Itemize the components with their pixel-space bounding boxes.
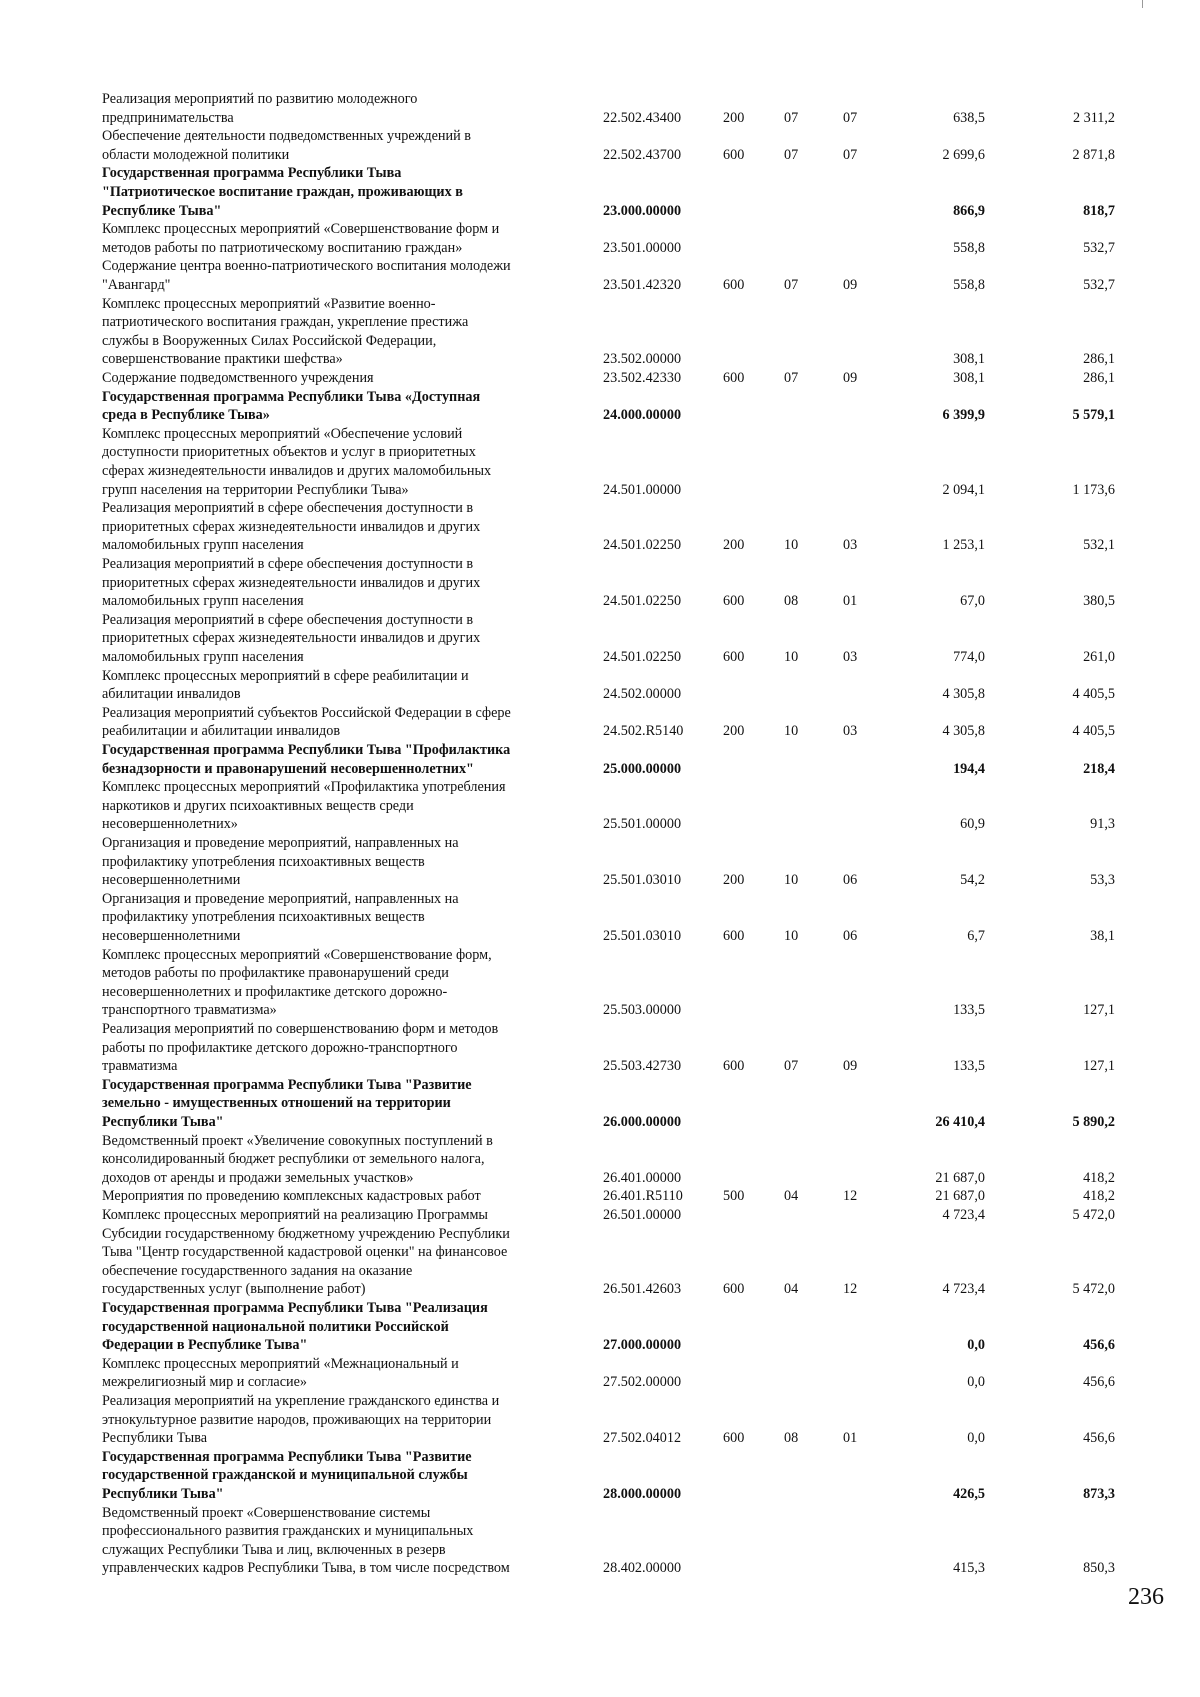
row-name [102,425,602,499]
row-sum-2: 127,1 [1083,1058,1115,1075]
row-code: 23.501.00000 [603,239,682,256]
row-subsection: 03 [843,537,858,554]
row-expense-type: 200 [723,723,745,740]
row-section: 04 [784,1281,799,1298]
row-sum-2: 818,7 [1083,202,1115,219]
table-row [0,611,1200,667]
row-sum-2: 850,3 [1083,1560,1115,1577]
row-name-line: профилактику употребления психоактивных веществ [102,853,425,870]
row-subsection: 03 [843,649,858,665]
row-sum-2: 380,5 [1083,593,1115,610]
table-row [0,1187,1200,1206]
row-name [102,388,602,425]
row-name-line: Республики Тыва [102,1430,208,1447]
row-name-line: Республики Тыва" [102,1485,224,1502]
row-name-line: несовершеннолетними [102,927,241,944]
row-sum-2: 218,4 [1083,760,1115,777]
row-section: 07 [784,109,799,126]
table-row [0,778,1200,834]
row-name-line: Государственная программа Республики Тыва "Реализация [102,1300,488,1316]
row-code: 24.501.00000 [603,481,682,498]
row-name-line: доступности приоритетных объектов и услуг в приоритетных [102,444,476,461]
row-expense-type: 600 [723,593,745,610]
table-row [0,1206,1200,1225]
row-sum-1: 415,3 [953,1560,985,1577]
row-name-line: среда в Республике Тыва» [102,407,270,424]
row-sum-1: 26 410,4 [935,1114,985,1130]
row-sum-1: 774,0 [953,649,985,665]
row-name [102,741,602,778]
row-section: 08 [784,593,799,610]
row-expense-type: 200 [723,109,745,126]
table-row [0,704,1200,741]
row-name-line: приоритетных сферах жизнедеятельности инвалидов и других [102,518,481,535]
row-sum-2: 4 405,5 [1072,686,1115,703]
row-name-line: служащих Республики Тыва и лиц, включенных в резерв [102,1541,446,1558]
row-code: 23.502.00000 [603,351,682,368]
row-sum-2: 127,1 [1083,1002,1115,1019]
row-sum-2: 2 311,2 [1072,109,1115,126]
row-name [102,778,602,834]
row-name-line: наркотиков и других психоактивных веществ среди [102,797,414,814]
row-subsection: 09 [843,1058,858,1075]
row-section: 04 [784,1188,799,1205]
row-sum-2: 418,2 [1083,1188,1115,1205]
row-sum-2: 2 871,8 [1072,146,1115,163]
row-sum-1: 2 699,6 [942,146,985,163]
row-name-line: управленческих кадров Республики Тыва, в том числе посредством [102,1560,510,1577]
row-name-line: Комплекс процессных мероприятий на реализацию Программы [102,1207,488,1223]
table-row [0,1225,1200,1299]
row-code: 27.502.04012 [603,1430,682,1447]
row-name-line: межрелигиозный мир и согласие» [102,1374,308,1391]
row-name [102,667,602,704]
row-name [102,946,602,1020]
row-name-line: Республики Тыва" [102,1113,224,1130]
row-name-line: Государственная программа Республики Тыва "Развитие [102,1448,472,1465]
row-name-line: патриотического воспитания граждан, укрепление престижа [102,314,469,331]
scan-corner-mark [1142,0,1143,8]
row-name [102,834,602,890]
row-name-line: абилитации инвалидов [102,686,241,703]
row-code: 26.501.42603 [603,1281,682,1298]
row-name-line: приоритетных сферах жизнедеятельности инвалидов и других [102,574,481,591]
row-code: 28.000.00000 [603,1486,682,1502]
table-row [0,295,1200,369]
row-code: 22.502.43700 [603,146,682,163]
row-name-line: маломобильных групп населения [102,593,304,610]
row-name [102,369,602,388]
row-sum-1: 4 305,8 [942,686,985,703]
row-name-line: Содержание центра военно-патриотического воспитания молодежи [102,258,511,275]
row-expense-type: 200 [723,872,745,889]
program-row [0,1299,1200,1355]
row-section: 10 [784,723,799,740]
row-subsection: 12 [843,1188,858,1205]
row-name [102,1504,602,1578]
row-name-line: Реализация мероприятий по совершенствованию форм и методов [102,1021,499,1037]
row-sum-1: 2 094,1 [942,481,985,498]
row-sum-1: 133,5 [953,1002,985,1019]
row-section: 10 [784,649,799,665]
row-name [102,164,602,220]
row-name [102,1392,602,1448]
row-expense-type: 600 [723,1430,745,1447]
row-code: 23.502.42330 [603,370,682,386]
row-sum-2: 418,2 [1083,1169,1115,1186]
row-section: 07 [784,146,799,163]
row-name-line: профилактику употребления психоактивных веществ [102,909,425,926]
row-sum-2: 4 405,5 [1072,723,1115,740]
row-sum-1: 194,4 [953,760,985,777]
row-name [102,890,602,946]
row-expense-type: 600 [723,370,745,386]
row-name-line: обеспечение государственного задания на оказание [102,1262,413,1279]
row-name-line: службы в Вооруженных Силах Российской Федерации, [102,332,437,349]
row-sum-2: 38,1 [1090,928,1115,944]
row-name-line: Государственная программа Республики Тыва «Доступная [102,388,481,405]
row-expense-type: 600 [723,1058,745,1075]
row-name-line: земельно - имущественных отношений на территории [102,1095,451,1112]
row-sum-2: 5 472,0 [1072,1207,1115,1223]
table-row [0,90,1200,127]
row-sum-1: 558,8 [953,276,985,293]
row-sum-1: 426,5 [953,1486,985,1502]
row-subsection: 06 [843,928,858,944]
row-name [102,1187,602,1206]
row-code: 25.503.00000 [603,1002,682,1019]
table-row [0,425,1200,499]
row-name-line: групп населения на территории Республики Тыва» [102,481,409,498]
row-sum-1: 0,0 [967,1430,985,1447]
row-section: 08 [784,1430,799,1447]
row-name [102,1355,602,1392]
table-row [0,834,1200,890]
row-sum-1: 1 253,1 [942,537,985,554]
row-sum-1: 0,0 [967,1337,985,1354]
row-sum-1: 558,8 [953,239,985,256]
row-name [102,555,602,611]
row-name-line: консолидированный бюджет республики от земельного налога, [102,1151,485,1168]
row-code: 23.000.00000 [603,202,682,219]
row-name-line: Комплекс процессных мероприятий в сфере реабилитации и [102,667,469,684]
row-sum-2: 53,3 [1090,872,1115,889]
row-name-line: приоритетных сферах жизнедеятельности инвалидов и других [102,630,481,647]
row-name [102,1225,602,1299]
row-name-line: Организация и проведение мероприятий, направленных на [102,890,459,907]
row-name [102,1076,602,1132]
page-number: 236 [1128,1584,1164,1610]
row-sum-1: 4 305,8 [942,723,985,740]
row-name-line: Ведомственный проект «Совершенствование системы [102,1504,431,1521]
row-name-line: Субсидии государственному бюджетному учреждению Республики [102,1225,510,1242]
row-sum-1: 60,9 [960,816,985,833]
row-expense-type: 600 [723,649,745,665]
program-row [0,741,1200,778]
row-sum-1: 21 687,0 [935,1169,985,1186]
row-code: 26.401.00000 [603,1169,682,1186]
row-code: 24.502.R5140 [603,723,684,740]
row-name-line: сферах жизнедеятельности инвалидов и других маломобильных [102,462,492,479]
table-row [0,499,1200,555]
row-subsection: 07 [843,109,858,126]
row-name-line: Реализация мероприятий в сфере обеспечения доступности в [102,500,474,517]
row-name-line: Комплекс процессных мероприятий «Обеспечение условий [102,425,463,442]
row-section: 07 [784,1058,799,1075]
row-code: 24.501.02250 [603,593,682,610]
row-name-line: несовершеннолетних и профилактике детского дорожно- [102,983,448,1000]
table-row [0,1020,1200,1076]
row-sum-1: 308,1 [953,351,985,368]
row-expense-type: 600 [723,928,745,944]
row-name-line: предпринимательства [102,109,234,126]
program-row [0,164,1200,220]
row-name-line: работы по профилактике детского дорожно-транспортного [102,1039,458,1056]
row-sum-1: 21 687,0 [935,1188,985,1205]
row-name-line: Реализация мероприятий субъектов Российской Федерации в сфере [102,704,511,721]
row-subsection: 09 [843,276,858,293]
row-sum-2: 5 890,2 [1072,1114,1115,1130]
row-name [102,90,602,127]
row-name-line: Реализация мероприятий в сфере обеспечения доступности в [102,611,474,628]
table-row [0,555,1200,611]
program-row [0,388,1200,425]
row-name-line: Федерации в Республике Тыва" [102,1337,308,1354]
row-code: 27.502.00000 [603,1374,682,1391]
row-code: 25.503.42730 [603,1058,682,1075]
row-name-line: государственной гражданской и муниципальной службы [102,1467,468,1484]
row-code: 24.501.02250 [603,649,682,665]
table-row [0,257,1200,294]
row-subsection: 06 [843,872,858,889]
row-name-line: несовершеннолетних» [102,816,238,833]
row-code: 22.502.43400 [603,109,682,126]
row-sum-1: 54,2 [960,872,985,889]
row-name [102,127,602,164]
row-sum-1: 6,7 [967,928,985,944]
row-name-line: методов работы по патриотическому воспитанию граждан» [102,239,463,256]
row-expense-type: 600 [723,1281,745,1298]
row-code: 26.000.00000 [603,1114,682,1130]
table-row [0,667,1200,704]
row-name [102,1206,602,1225]
table-row [0,369,1200,388]
row-name-line: государственных услуг (выполнение работ) [102,1281,366,1298]
row-sum-2: 532,1 [1083,537,1115,554]
row-sum-1: 308,1 [953,370,985,386]
row-sum-2: 532,7 [1083,239,1115,256]
row-name-line: Государственная программа Республики Тыва "Профилактика [102,742,511,758]
row-code: 28.402.00000 [603,1560,682,1577]
row-sum-1: 4 723,4 [942,1281,985,1298]
table-row [0,890,1200,946]
program-row [0,1448,1200,1504]
row-code: 24.501.02250 [603,537,682,554]
row-name [102,704,602,741]
row-sum-2: 5 472,0 [1072,1281,1115,1298]
row-sum-2: 456,6 [1083,1374,1115,1391]
row-name-line: безнадзорности и правонарушений несовершеннолетних" [102,760,474,777]
row-code: 25.000.00000 [603,760,682,777]
row-sum-1: 4 723,4 [942,1207,985,1223]
row-sum-1: 866,9 [953,202,985,219]
row-sum-1: 6 399,9 [942,407,985,424]
row-name-line: Реализация мероприятий на укрепление гражданского единства и [102,1393,500,1409]
row-name-line: Государственная программа Республики Тыва "Развитие [102,1076,472,1093]
row-name-line: Комплекс процессных мероприятий «Развитие военно- [102,295,436,312]
row-code: 26.401.R5110 [603,1188,683,1205]
row-name-line: реабилитации и абилитации инвалидов [102,723,341,740]
table-row [0,127,1200,164]
row-sum-2: 456,6 [1083,1430,1115,1447]
row-sum-2: 456,6 [1083,1337,1115,1354]
row-name-line: маломобильных групп населения [102,537,304,554]
row-name [102,1299,602,1355]
program-row [0,1076,1200,1132]
row-section: 10 [784,872,799,889]
row-name-line: Организация и проведение мероприятий, направленных на [102,835,459,851]
table-row [0,1132,1200,1188]
row-sum-2: 532,7 [1083,276,1115,293]
row-name-line: профессионального развития гражданских и муниципальных [102,1523,474,1540]
row-section: 07 [784,276,799,293]
row-subsection: 09 [843,370,858,386]
row-name-line: Содержание подведомственного учреждения [102,370,374,386]
row-name-line: Реализация мероприятий в сфере обеспечения доступности в [102,556,474,572]
row-name [102,1132,602,1188]
row-name-line: Обеспечение деятельности подведомственных учреждений в [102,128,471,145]
row-sum-2: 91,3 [1090,816,1115,833]
row-code: 24.000.00000 [603,407,682,424]
row-subsection: 12 [843,1281,858,1298]
row-name-line: Комплекс процессных мероприятий «Профилактика употребления [102,779,506,796]
row-name-line: маломобильных групп населения [102,648,304,665]
row-sum-2: 286,1 [1083,351,1115,368]
row-code: 23.501.42320 [603,276,682,293]
row-name-line: Ведомственный проект «Увеличение совокупных поступлений в [102,1132,493,1149]
row-name-line: этнокультурное развитие народов, проживающих на территории [102,1411,492,1428]
row-name-line: "Патриотическое воспитание граждан, проживающих в [102,183,463,200]
row-name [102,611,602,667]
row-name [102,220,602,257]
row-code: 25.501.03010 [603,872,682,889]
row-name-line: транспортного травматизма» [102,1002,277,1019]
row-name-line: травматизма [102,1058,178,1075]
row-name-line: Государственная программа Республики Тыва [102,165,402,182]
row-name-line: совершенствование практики шефства» [102,351,343,368]
row-sum-1: 133,5 [953,1058,985,1075]
row-name-line: методов работы по профилактике правонарушений среди [102,965,449,982]
row-expense-type: 600 [723,146,745,163]
row-name-line: Мероприятия по проведению комплексных кадастровых работ [102,1188,481,1205]
row-sum-1: 67,0 [960,593,985,610]
table-row [0,220,1200,257]
row-name-line: Республике Тыва" [102,202,222,219]
table-row [0,1504,1200,1578]
row-sum-2: 261,0 [1083,649,1115,665]
row-subsection: 07 [843,146,858,163]
row-name [102,1448,602,1504]
row-section: 10 [784,928,799,944]
row-expense-type: 500 [723,1188,745,1205]
row-code: 26.501.00000 [603,1207,682,1223]
row-name-line: Комплекс процессных мероприятий «Совершенствование форм и [102,221,500,238]
row-name-line: Комплекс процессных мероприятий «Совершенствование форм, [102,946,492,963]
row-subsection: 01 [843,593,858,610]
table-row [0,1392,1200,1448]
row-subsection: 01 [843,1430,858,1447]
row-sum-2: 5 579,1 [1072,407,1115,424]
row-expense-type: 600 [723,276,745,293]
row-section: 10 [784,537,799,554]
row-name-line: области молодежной политики [102,146,290,163]
row-name [102,295,602,369]
row-code: 27.000.00000 [603,1337,682,1354]
row-name-line: "Авангард" [102,276,171,293]
row-name-line: Тыва "Центр государственной кадастровой оценки" на финансовое [102,1244,508,1261]
table-row [0,1355,1200,1392]
row-sum-1: 0,0 [967,1374,985,1391]
row-name [102,257,602,294]
row-name-line: доходов от аренды и продажи земельных участков» [102,1169,414,1186]
row-name-line: Реализация мероприятий по развитию молодежного [102,91,418,107]
table-row [0,946,1200,1020]
row-sum-2: 1 173,6 [1072,481,1115,498]
row-sum-2: 286,1 [1083,370,1115,386]
row-code: 24.502.00000 [603,686,682,703]
row-expense-type: 200 [723,537,745,554]
row-sum-1: 638,5 [953,109,985,126]
row-name [102,1020,602,1076]
row-code: 25.501.00000 [603,816,682,833]
row-name [102,499,602,555]
row-name-line: несовершеннолетними [102,872,241,889]
row-name-line: государственной национальной политики Российской [102,1318,449,1335]
row-sum-2: 873,3 [1083,1486,1115,1502]
row-section: 07 [784,370,799,386]
row-subsection: 03 [843,723,858,740]
row-code: 25.501.03010 [603,928,682,944]
row-name-line: Комплекс процессных мероприятий «Межнациональный и [102,1355,459,1372]
